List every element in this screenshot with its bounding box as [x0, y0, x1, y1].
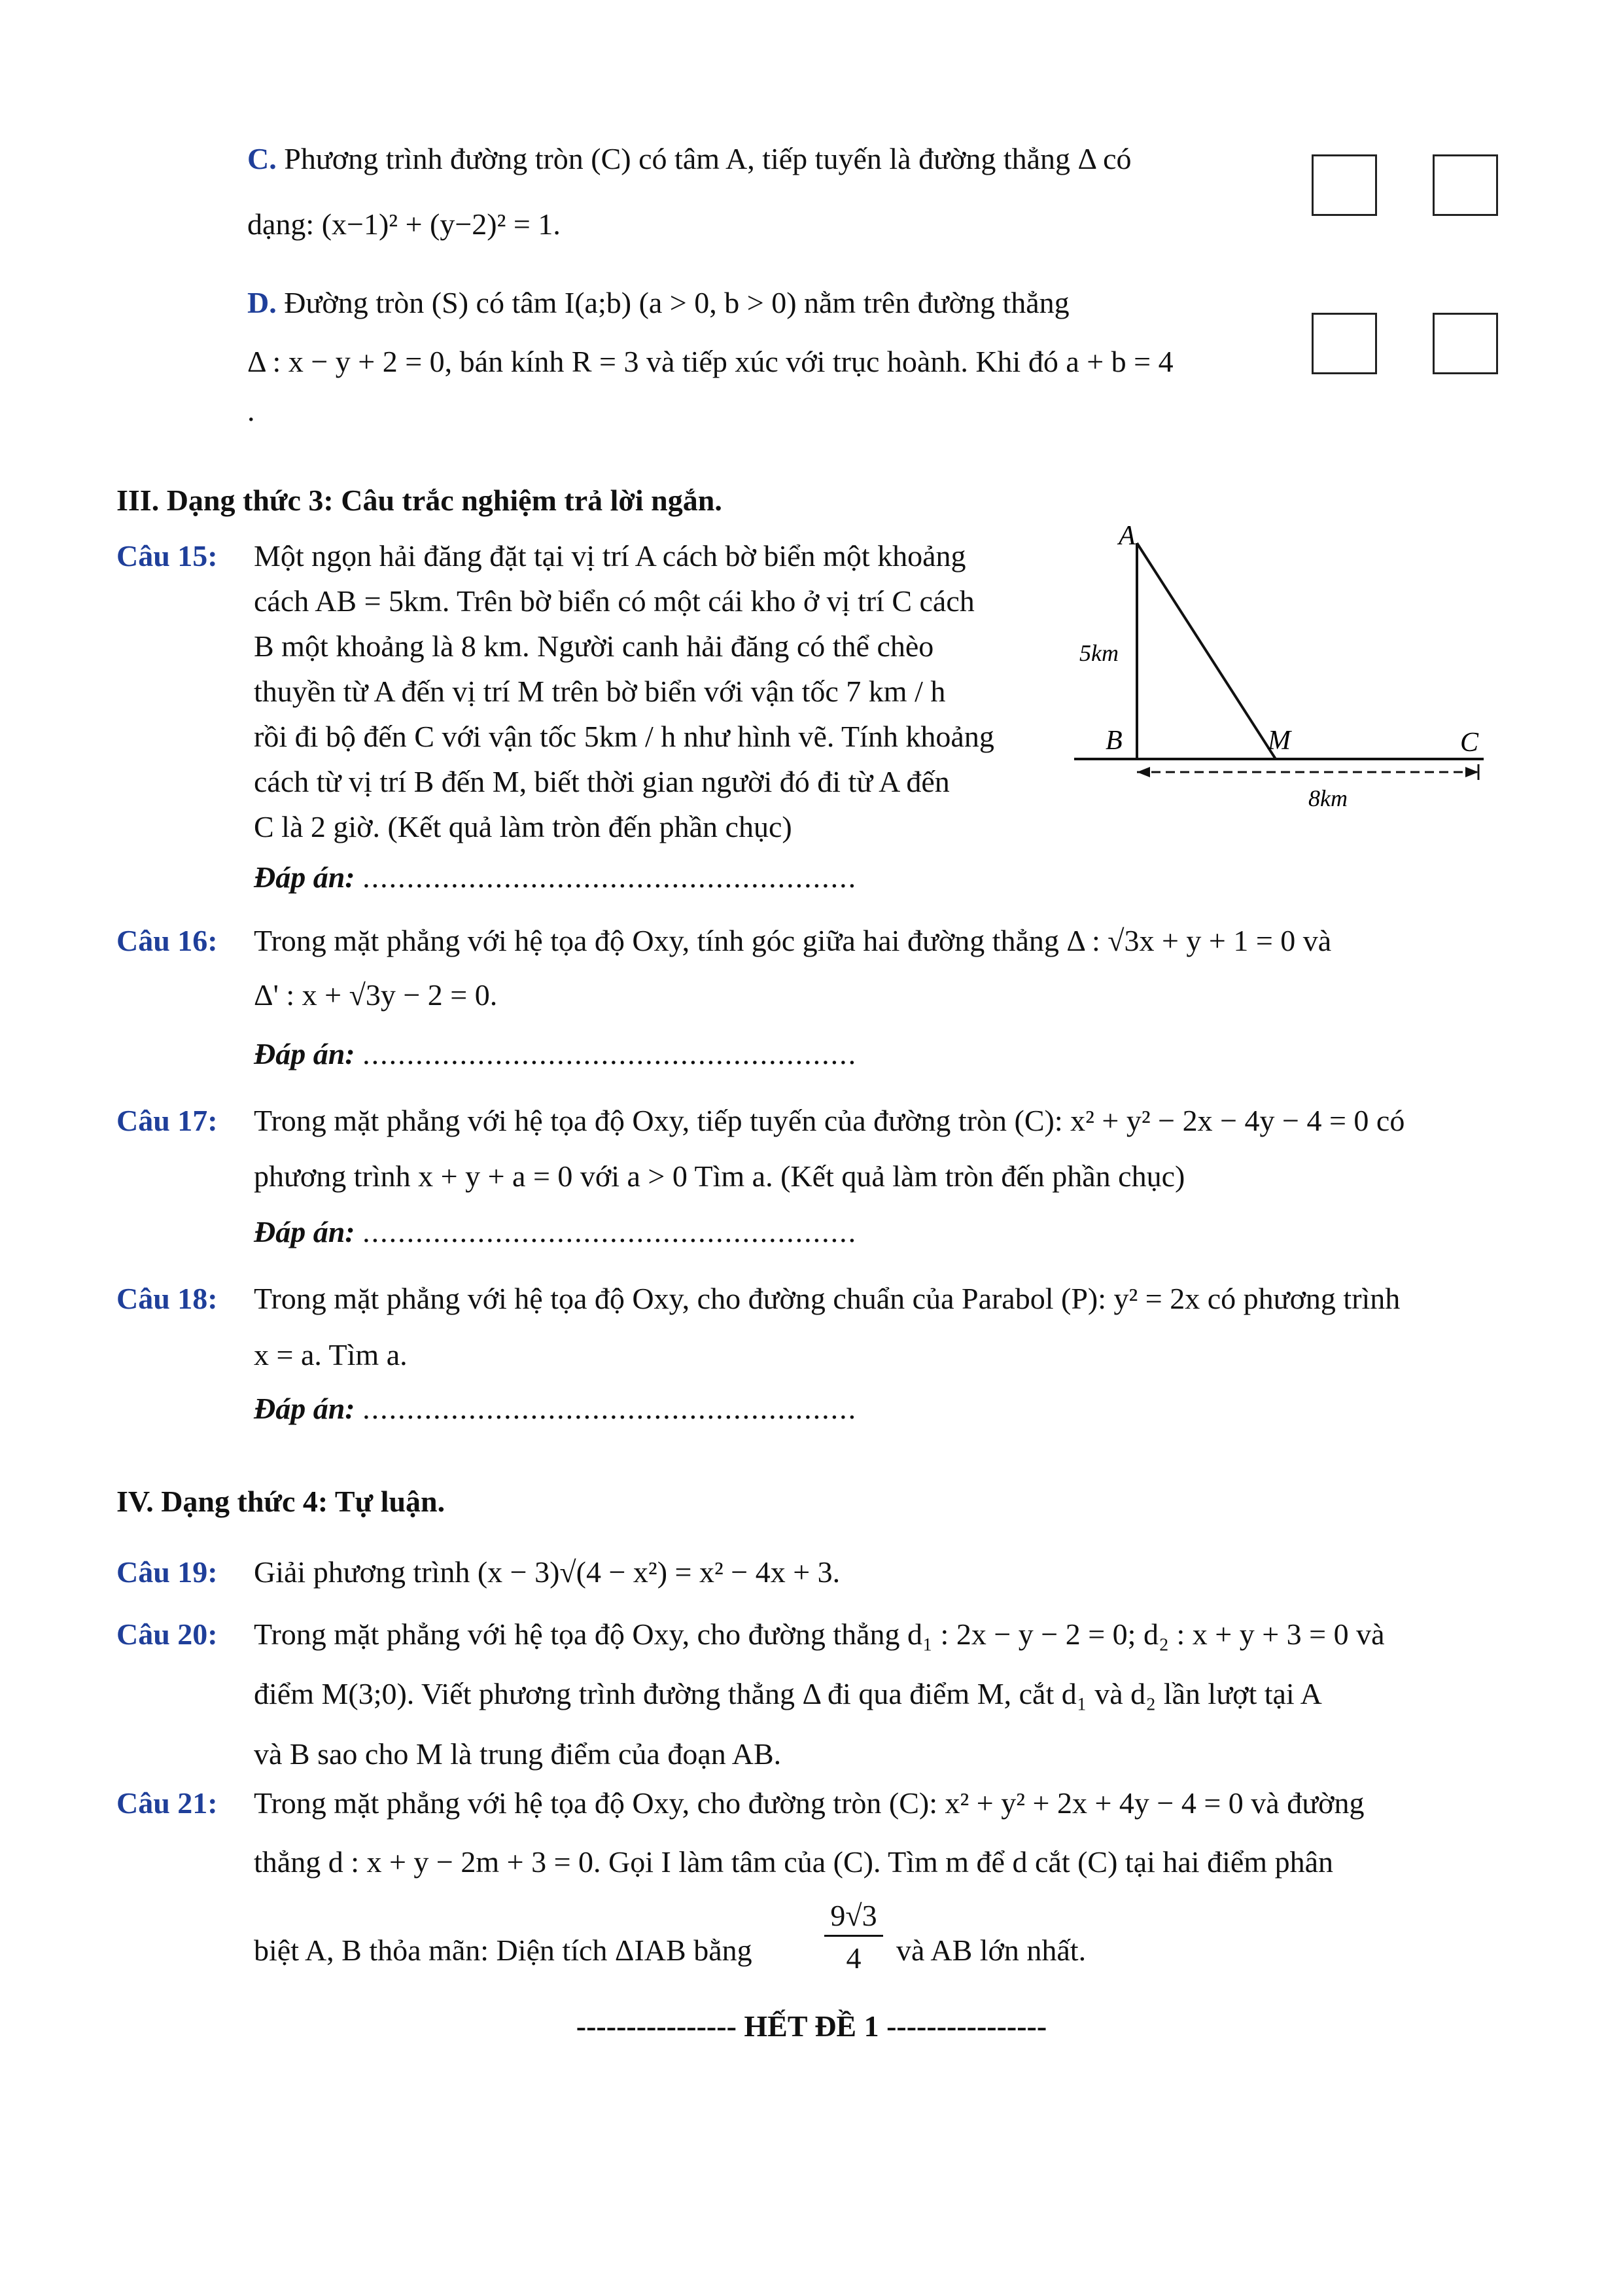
q21-line3: biệt A, B thỏa mãn: Diện tích ΔIAB bằng [254, 1934, 752, 1967]
arrow-left-icon [1137, 767, 1150, 777]
point-a-label: A [1119, 523, 1136, 551]
area-fraction [824, 1901, 883, 1973]
false-checkbox-c[interactable] [1433, 154, 1498, 216]
q16-answer: Đáp án: ........................................................ [254, 1037, 858, 1070]
q19-line1: Giải phương trình (x − 3)√(4 − x²) = x² − 4x + 3. [254, 1555, 841, 1589]
q15-line: thuyền từ A đến vị trí M trên bờ biển với vận tốc 7 km / h [254, 675, 946, 708]
q20-line3: và B sao cho M là trung điểm của đoạn AB. [254, 1737, 782, 1771]
item-d-line1: D. Đường tròn (S) có tâm I(a;b) (a > 0, b > 0) nằm trên đường thẳng [247, 286, 1070, 319]
false-checkbox-d[interactable] [1433, 313, 1498, 374]
q21-line3-tail: và AB lớn nhất. [896, 1934, 1087, 1967]
q15-line: B một khoảng là 8 km. Người canh hải đăng có thể chèo [254, 629, 934, 663]
q18-line1: Trong mặt phẳng với hệ tọa độ Oxy, cho đường chuẩn của Parabol (P): y² = 2x có phương trình [254, 1282, 1401, 1315]
q16-label: Câu 16: [116, 924, 218, 957]
q15-line: Một ngọn hải đăng đặt tại vị trí A cách bờ biển một khoảng [254, 539, 966, 573]
true-checkbox-c[interactable] [1312, 154, 1377, 216]
q15-label: Câu 15: [116, 539, 218, 573]
point-m-label: M [1268, 726, 1291, 756]
item-c-label: C. [247, 142, 277, 175]
q15-answer: Đáp án: ........................................................ [254, 860, 858, 894]
item-c-line2: dạng: (x−1)² + (y−2)² = 1. [247, 207, 561, 241]
q20-line2: điểm M(3;0). Viết phương trình đường thẳng Δ đi qua điểm M, cắt d₁ và d₂ lần lượt tại A [254, 1677, 1322, 1710]
q17-answer: Đáp án: ........................................................ [254, 1215, 858, 1248]
item-d-line3: . [247, 394, 255, 427]
q15-line: C là 2 giờ. (Kết quả làm tròn đến phần chục) [254, 810, 792, 843]
q20-label: Câu 20: [116, 1617, 218, 1651]
arrow-right-icon [1465, 767, 1478, 777]
q18-answer: Đáp án: ........................................................ [254, 1392, 858, 1425]
section-3-heading: III. Dạng thức 3: Câu trắc nghiệm trả lời ngắn. [116, 484, 722, 517]
q18-label: Câu 18: [116, 1282, 218, 1315]
end-of-exam-marker: ---------------- HẾT ĐỀ 1 ---------------- [576, 2009, 1047, 2043]
q17-line2: phương trình x + y + a = 0 với a > 0 Tìm a. (Kết quả làm tròn đến phần chục) [254, 1159, 1185, 1193]
fraction-denominator: 4 [846, 1941, 862, 1975]
q20-line1: Trong mặt phẳng với hệ tọa độ Oxy, cho đường thẳng d₁ : 2x − y − 2 = 0; d₂ : x + y + 3 = 0 và [254, 1617, 1385, 1651]
item-d-line2: Δ : x − y + 2 = 0, bán kính R = 3 và tiếp xúc với trục hoành. Khi đó a + b = 4 [247, 345, 1174, 378]
ab-length-label: 5km [1079, 640, 1119, 666]
q15-line: cách từ vị trí B đến M, biết thời gian người đó đi từ A đến [254, 765, 950, 798]
item-c-line1: C. Phương trình đường tròn (C) có tâm A, tiếp tuyến là đường thẳng Δ có [247, 142, 1132, 175]
q21-label: Câu 21: [116, 1786, 218, 1820]
q18-line2: x = a. Tìm a. [254, 1338, 408, 1371]
true-checkbox-d[interactable] [1312, 313, 1377, 374]
section-4-heading: IV. Dạng thức 4: Tự luận. [116, 1485, 445, 1518]
q16-line1: Trong mặt phẳng với hệ tọa độ Oxy, tính góc giữa hai đường thẳng Δ : √3x + y + 1 = 0 và [254, 924, 1332, 957]
q15-line: cách AB = 5km. Trên bờ biển có một cái kho ở vị trí C cách [254, 584, 975, 618]
q15-line: rồi đi bộ đến C với vận tốc 5km / h như hình vẽ. Tính khoảng [254, 720, 994, 753]
segment-am [1137, 543, 1276, 759]
item-d-label: D. [247, 286, 277, 319]
lighthouse-figure [1066, 523, 1485, 824]
q16-line2: Δ' : x + √3y − 2 = 0. [254, 978, 498, 1012]
q19-label: Câu 19: [116, 1555, 218, 1589]
q21-line2: thẳng d : x + y − 2m + 3 = 0. Gọi I làm tâm của (C). Tìm m để d cắt (C) tại hai điểm phân [254, 1845, 1333, 1879]
q21-line1: Trong mặt phẳng với hệ tọa độ Oxy, cho đường tròn (C): x² + y² + 2x + 4y − 4 = 0 và đường [254, 1786, 1365, 1820]
point-b-label: B [1106, 726, 1123, 756]
q17-line1: Trong mặt phẳng với hệ tọa độ Oxy, tiếp tuyến của đường tròn (C): x² + y² − 2x − 4y − 4 = 0 có [254, 1104, 1405, 1137]
q17-label: Câu 17: [116, 1104, 218, 1137]
fraction-numerator: 9√3 [830, 1899, 877, 1932]
bc-length-label: 8km [1308, 785, 1348, 811]
point-c-label: C [1459, 728, 1478, 758]
